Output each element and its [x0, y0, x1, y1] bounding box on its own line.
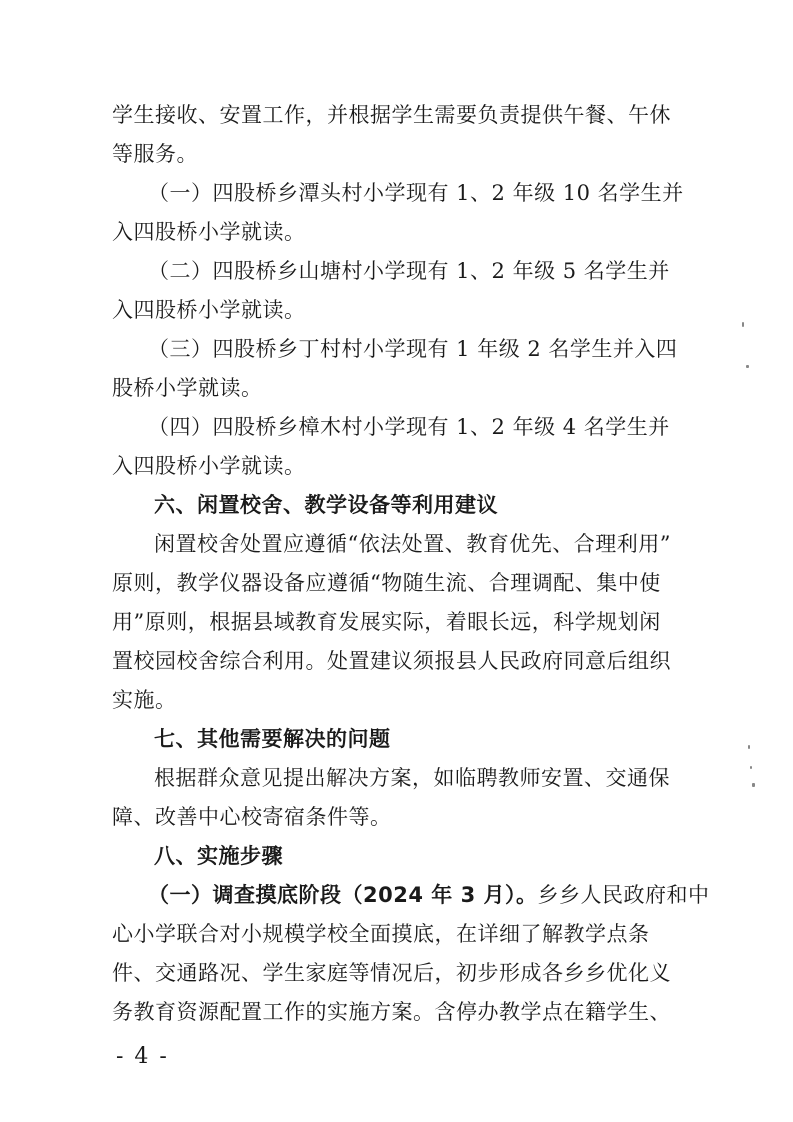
step-one-line: 心小学联合对小规模学校全面摸底，在详细了解教学点条 [112, 922, 650, 946]
item-four-line: （四）四股桥乡樟木村小学现有 1、2 年级 4 名学生并 [148, 415, 670, 439]
page-number: - 4 - [116, 1044, 169, 1069]
section-heading-seven: 七、其他需要解决的问题 [154, 727, 391, 751]
item-two-line: （二）四股桥乡山塘村小学现有 1、2 年级 5 名学生并 [148, 259, 670, 283]
item-one-line: （一）四股桥乡潭头村小学现有 1、2 年级 10 名学生并 [148, 181, 684, 205]
scan-speck [750, 766, 752, 769]
section-six-line: 置校园校舍综合利用。处置建议须报县人民政府同意后组织 [112, 649, 671, 673]
step-one-first-line [148, 883, 728, 907]
item-one-line: 入四股桥小学就读。 [112, 220, 306, 244]
item-four-line: 入四股桥小学就读。 [112, 454, 306, 478]
scan-speck [752, 783, 755, 787]
section-six-line: 实施。 [112, 688, 177, 712]
scan-speck [742, 322, 744, 327]
item-two-line: 入四股桥小学就读。 [112, 298, 306, 322]
section-six-line: 闲置校舍处置应遵循“依法处置、教育优先、合理利用” [154, 532, 671, 556]
item-three-line: 股桥小学就读。 [112, 376, 263, 400]
paragraph-line: 学生接收、安置工作，并根据学生需要负责提供午餐、午休 [112, 103, 671, 127]
paragraph-line: 等服务。 [112, 142, 198, 166]
section-heading-eight: 八、实施步骤 [154, 844, 283, 868]
section-seven-line: 根据群众意见提出解决方案，如临聘教师安置、交通保 [154, 766, 670, 790]
section-heading-six: 六、闲置校舍、教学设备等利用建议 [154, 493, 498, 517]
scan-speck [746, 365, 749, 368]
step-one-line: 务教育资源配置工作的实施方案。含停办教学点在籍学生、 [112, 1000, 671, 1024]
step-one-text: 乡乡人民政府和中 [537, 883, 710, 907]
section-six-line: 用”原则，根据县域教育发展实际，着眼长远，科学规划闲 [112, 610, 661, 634]
scan-speck [748, 745, 750, 749]
section-seven-line: 障、改善中心校寄宿条件等。 [112, 805, 392, 829]
item-three-line: （三）四股桥乡丁村村小学现有 1 年级 2 名学生并入四 [148, 337, 678, 361]
step-one-line: 件、交通路况、学生家庭等情况后，初步形成各乡乡优化义 [112, 961, 671, 985]
section-six-line: 原则，教学仪器设备应遵循“物随生流、合理调配、集中使 [112, 571, 661, 595]
step-one-title: （一）调查摸底阶段（2024 年 3 月）。 [148, 883, 538, 907]
